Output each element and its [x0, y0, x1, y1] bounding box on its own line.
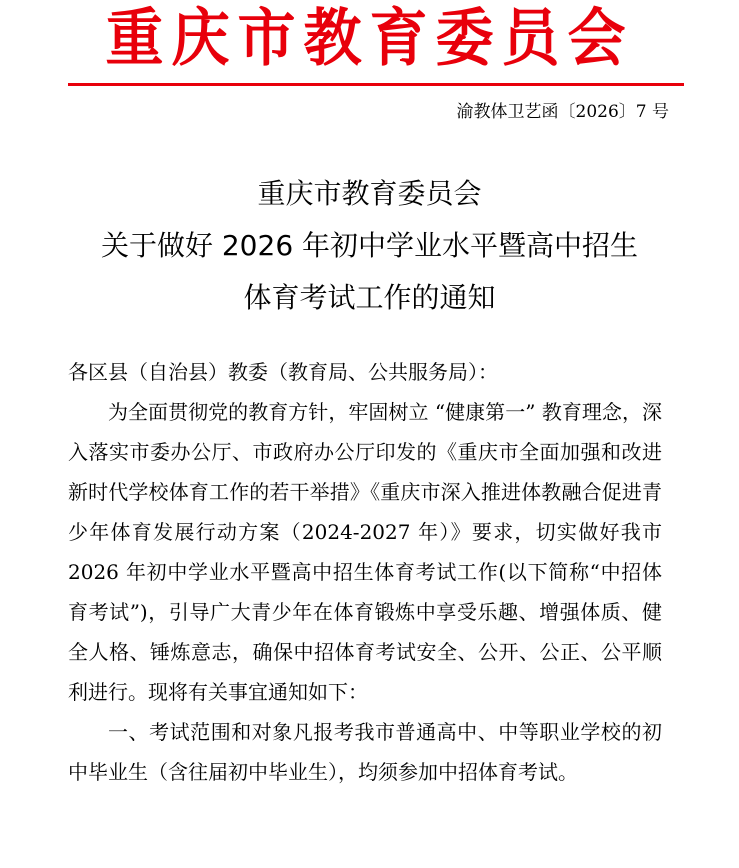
- title-line-3: 体育考试工作的通知: [243, 281, 496, 314]
- red-header-rule: [68, 83, 684, 86]
- title-line-1: 重庆市教育委员会: [257, 177, 482, 210]
- body-paragraph-2: 一、考试范围和对象凡报考我市普通高中、中等职业学校的初中毕业生（含往届初中毕业生），均须参加中招体育考试。: [68, 720, 662, 784]
- body-paragraph-1: 为全面贯彻党的教育方针，牢固树立 “健康第一” 教育理念，深入落实市委办公厅、市政府办公厅印发的《重庆市全面加强和改进新时代学校体育工作的若干举措》《重庆市深入推进体教融合促进青少年体育发展行动方案（2024-2027 年）》要求，切实做好我市 2026 年初中学业水平暨高中招生体育考试工作(以下简称“中招体育考试”)，引导广大青少年在体育锻炼中享受乐趣、增强体质、健全人格、锤炼意志，确保中招体育考试安全、公开、公正、公平顺利进行。现将有关事宜通知如下：: [68, 400, 662, 704]
- agency-name-masthead: 重庆市教育委员会: [105, 1, 634, 75]
- title-line-2: 关于做好 2026 年初中学业水平暨高中招生: [100, 229, 639, 262]
- document-number: 渝教体卫艺函〔2026〕7 号: [456, 102, 669, 122]
- document-title: [0, 168, 739, 324]
- masthead: [0, 0, 739, 76]
- document-body: [68, 352, 662, 792]
- salutation: 各区县（自治县）教委（教育局、公共服务局）：: [68, 360, 498, 384]
